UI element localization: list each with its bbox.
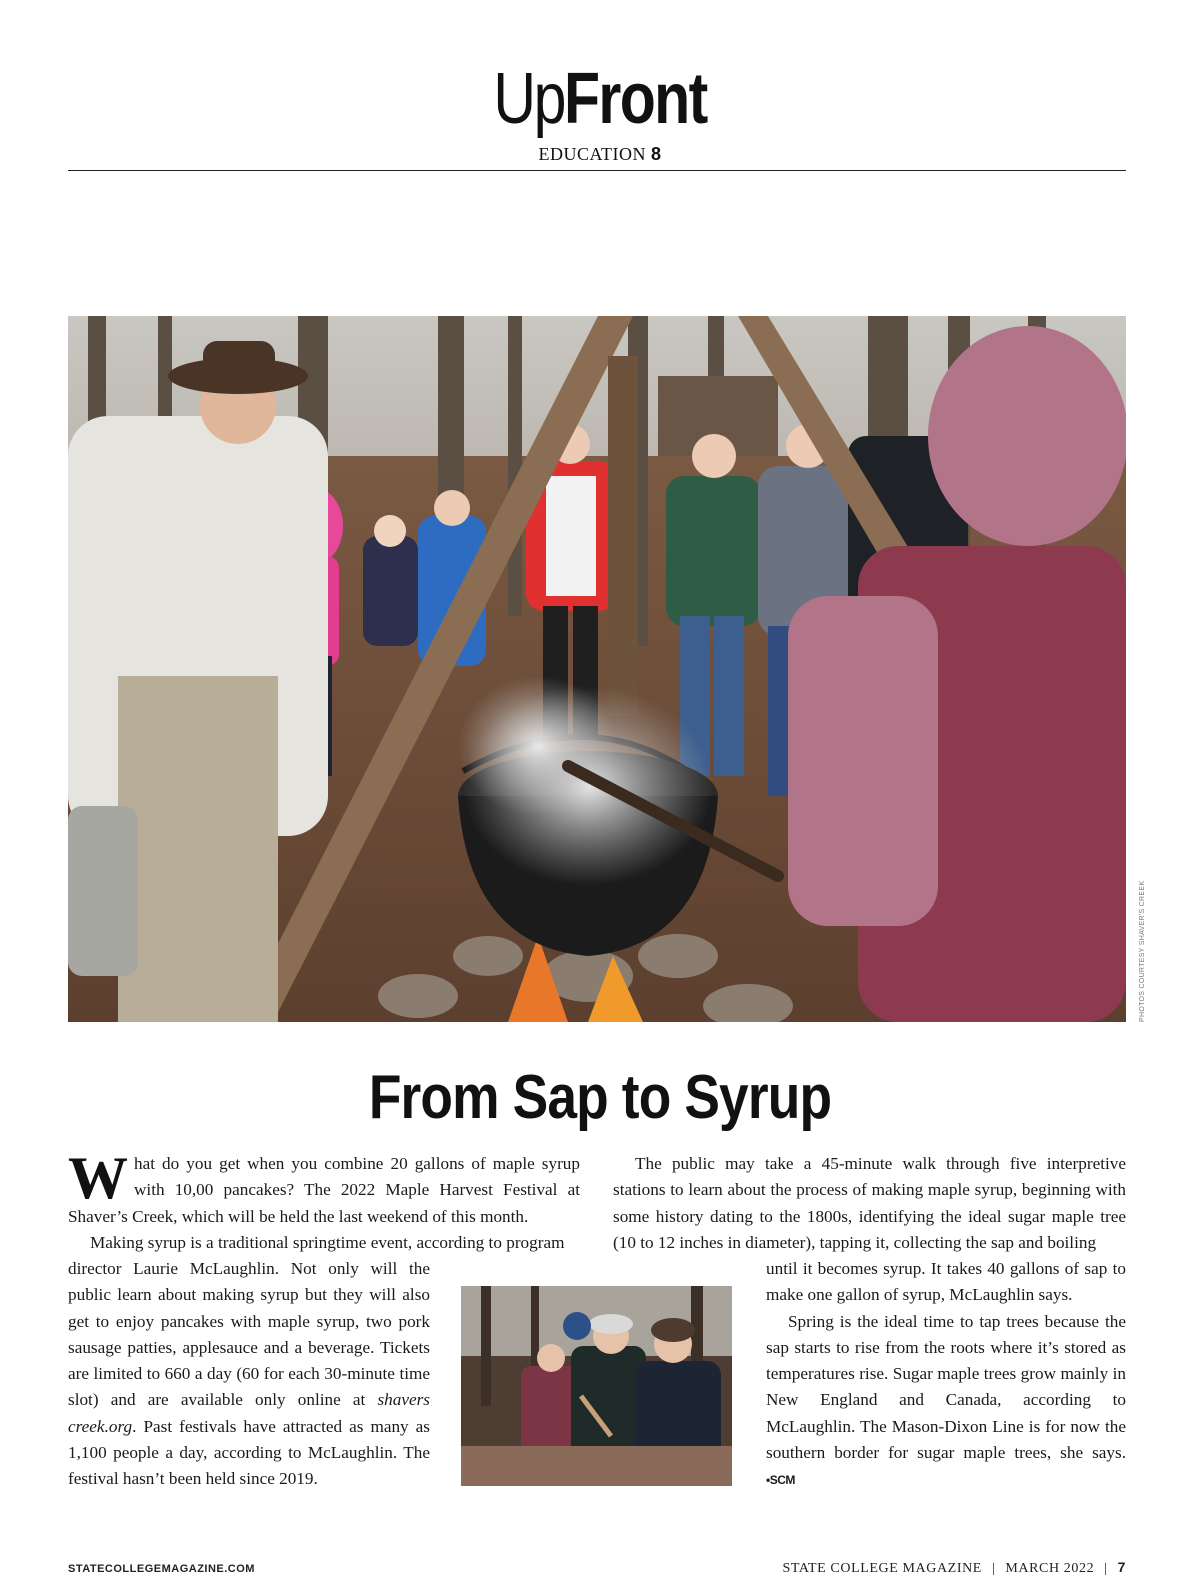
footer-page-number: 7: [1117, 1559, 1126, 1575]
article-column-1: [68, 1145, 580, 1256]
masthead-title: UpFront: [493, 59, 707, 139]
header-rule: [68, 170, 1126, 171]
website-link[interactable]: shavers creek.org: [68, 1390, 430, 1436]
article-paragraph-2-body: director Laurie McLaughlin. Not only will the public learn about making syrup but they will also get to enjoy pancakes with maple syrup, two pork sausage patties, applesauce and a beverage. Tickets are limited to 660 a day (60 for each 30-minute time slot) and are available only online at: [68, 1259, 430, 1410]
photo-credit: PHOTOS COURTESY SHAVER'S CREEK: [1139, 880, 1146, 1022]
section-label: EDUCATION 8: [538, 144, 662, 164]
article-headline: From Sap to Syrup: [368, 1063, 832, 1132]
article-paragraph-3-lead: The public may take a 45-minute walk through five interpretive stations to learn about the process of making maple syrup, beginning with some history dating to the 1800s, identifying the ideal sugar maple tree (10 to 12 inches in diameter), tapping it, collecting the sap and boiling: [613, 1154, 1126, 1252]
article-column-2: [613, 1151, 1126, 1256]
article-paragraph-2-end: . Past festivals have attracted as many as 1,100 people a day, according to McLaughlin. The festival hasn’t been held since 2019.: [68, 1416, 430, 1489]
footer-website[interactable]: STATECOLLEGEMAGAZINE.COM: [68, 1563, 255, 1575]
dropcap: W: [68, 1145, 128, 1211]
article-paragraph-4: Spring is the ideal time to tap trees because the sap starts to rise from the roots where it’s stored as temperatures rise. Sugar maple trees grow mainly in New England and Canada, according to McLaughlin. The Mason-Dixon Line is for now the southern border for sugar maple trees, she says.: [766, 1311, 1126, 1463]
article-column-1-narrow: [68, 1256, 430, 1493]
masthead-logo: [0, 58, 1200, 140]
article-paragraph-2-lead: Making syrup is a traditional springtime event, according to program: [90, 1232, 565, 1252]
article-column-2-narrow: [766, 1256, 1126, 1494]
footer-magazine: STATE COLLEGE MAGAZINE: [782, 1561, 982, 1576]
signoff-mark: •SCM: [766, 1473, 795, 1488]
article-paragraph-3-body: until it becomes syrup. It takes 40 gallons of sap to make one gallon of syrup, McLaughlin says.: [766, 1259, 1126, 1305]
hero-photo: [68, 316, 1126, 1022]
inset-photo: [461, 1286, 732, 1486]
section-page-number: 8: [650, 144, 662, 164]
footer-issue: MARCH 2022: [1005, 1561, 1095, 1576]
article-paragraph-1: hat do you get when you combine 20 gallons of maple syrup with 10,00 pancakes? The 2022 Maple Harvest Festival at Shaver’s Creek, which will be held the last weekend of this month.: [68, 1154, 580, 1226]
footer-folio: STATE COLLEGE MAGAZINE | MARCH 2022 | 7: [782, 1559, 1126, 1576]
